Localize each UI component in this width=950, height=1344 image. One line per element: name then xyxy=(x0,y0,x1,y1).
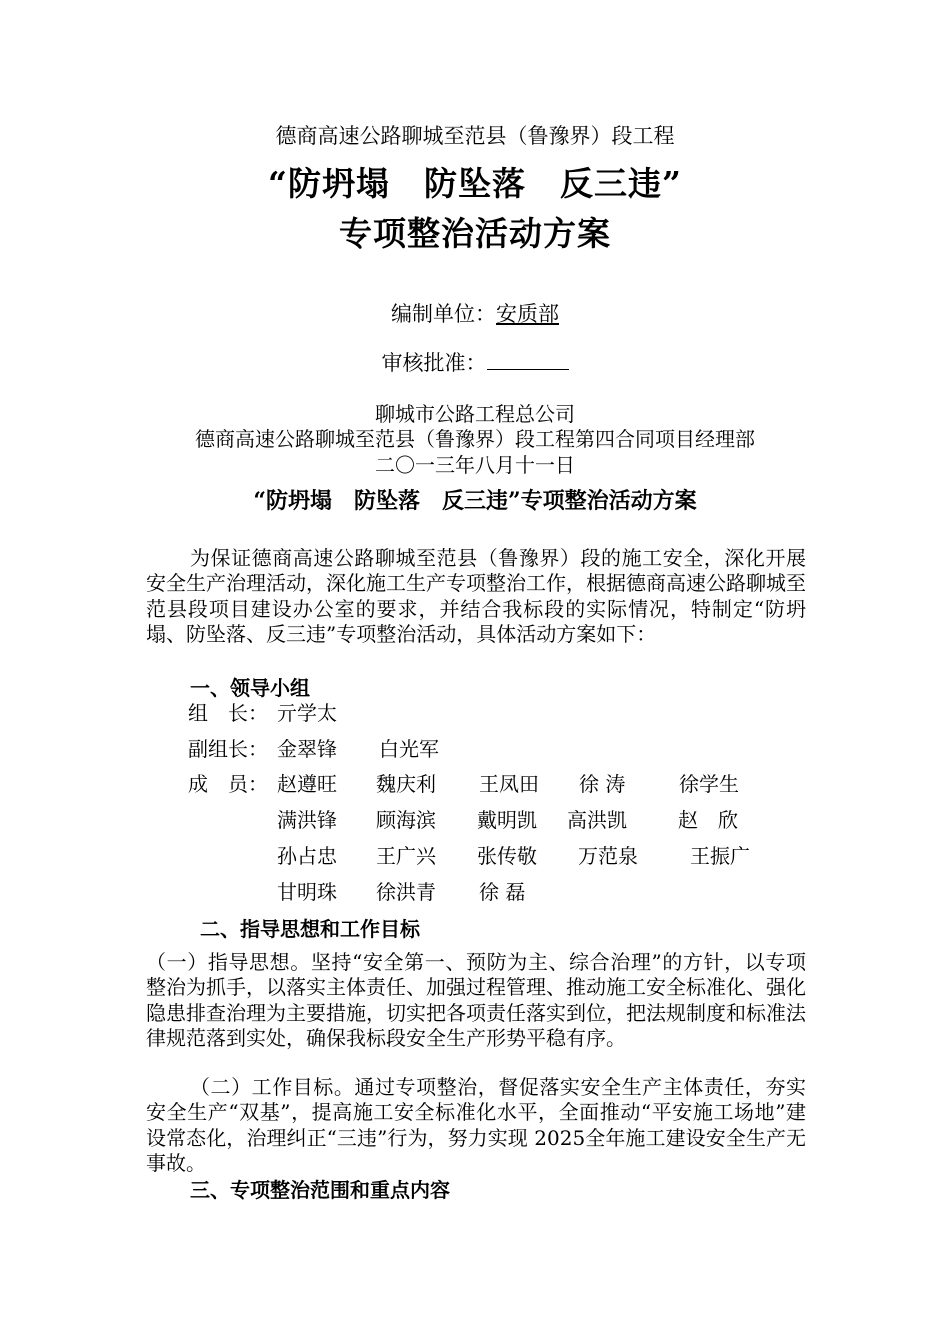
plan-title: “防坍塌 防坠落 反三违”专项整治活动方案 xyxy=(253,488,697,514)
member-name: 徐学生 xyxy=(679,772,739,796)
member-name: 王振广 xyxy=(690,844,750,868)
member-name: 甘明珠 xyxy=(277,880,337,904)
goal-paragraph: （二）工作目标。通过专项整治，督促落实安全生产主体责任，夯实安全生产“双基”，提高施工安全标准化水平，全面推动“平安施工场地”建设常态化，治理纠正“三违”行为，努力实现 2025全年施工建设安全生产无事故。 xyxy=(146,1075,806,1175)
members-label: 成 员： xyxy=(188,772,268,796)
member-name: 徐 磊 xyxy=(479,880,526,904)
compiling-unit-label: 编制单位： xyxy=(391,302,496,326)
member-name: 王广兴 xyxy=(376,844,436,868)
member-name: 满洪锋 xyxy=(277,808,337,832)
member-name: 王凤田 xyxy=(479,772,539,796)
leader-label: 组 长： xyxy=(188,701,268,725)
member-name: 顾海滨 xyxy=(376,808,436,832)
member-name: 张传敬 xyxy=(477,844,537,868)
intro-paragraph: 为保证德商高速公路聊城至范县（鲁豫界）段的施工安全，深化开展安全生产治理活动，深化施工生产专项整治工作，根据德商高速公路聊城至范县段项目建设办公室的要求，并结合我标段的实际情况，特制定“防坍塌、防坠落、反三违”专项整治活动，具体活动方案如下： xyxy=(146,546,806,646)
section3-heading: 三、专项整治范围和重点内容 xyxy=(190,1178,450,1202)
cover-title-line2: 专项整治活动方案 xyxy=(339,214,611,253)
approval-label: 审核批准： xyxy=(381,351,487,375)
company-name: 聊城市公路工程总公司 xyxy=(375,402,575,426)
member-name: 赵遵旺 xyxy=(277,772,337,796)
member-name: 高洪凯 xyxy=(567,808,627,832)
member-name: 赵 欣 xyxy=(678,808,738,832)
member-name: 孙占忠 xyxy=(277,844,337,868)
leader-name: 亓学太 xyxy=(277,701,337,725)
guiding-paragraph: （一）指导思想。坚持“安全第一、预防为主、综合治理”的方针，以专项整治为抓手，以落实主体责任、加强过程管理、推动施工安全标准化、强化隐患排查治理为主要措施，切实把各项责任落实到位，把法规制度和标准法律规范落到实处，确保我标段安全生产形势平稳有序。 xyxy=(146,950,806,1050)
cover-subtitle: 德商高速公路聊城至范县（鲁豫界）段工程 xyxy=(275,124,675,148)
member-name: 徐 涛 xyxy=(579,772,626,796)
deputy-name: 金翠锋 xyxy=(277,737,337,761)
section2-heading: 二、指导思想和工作目标 xyxy=(200,917,420,941)
section1-heading: 一、领导小组 xyxy=(190,676,310,700)
cover-title-line1: “防坍塌 防坠落 反三违” xyxy=(268,164,682,203)
approval-line xyxy=(0,347,950,377)
compiling-unit xyxy=(0,298,950,328)
document-date: 二〇一三年八月十一日 xyxy=(375,453,575,477)
compiling-unit-value: 安质部 xyxy=(496,302,559,326)
deputy-label: 副组长： xyxy=(188,737,268,761)
member-name: 戴明凯 xyxy=(477,808,537,832)
member-name: 万范泉 xyxy=(578,844,638,868)
member-name: 徐洪青 xyxy=(376,880,436,904)
department-name: 德商高速公路聊城至范县（鲁豫界）段工程第四合同项目经理部 xyxy=(195,427,755,451)
deputy-name: 白光军 xyxy=(379,737,439,761)
member-name: 魏庆利 xyxy=(376,772,436,796)
approval-blank xyxy=(487,349,569,370)
